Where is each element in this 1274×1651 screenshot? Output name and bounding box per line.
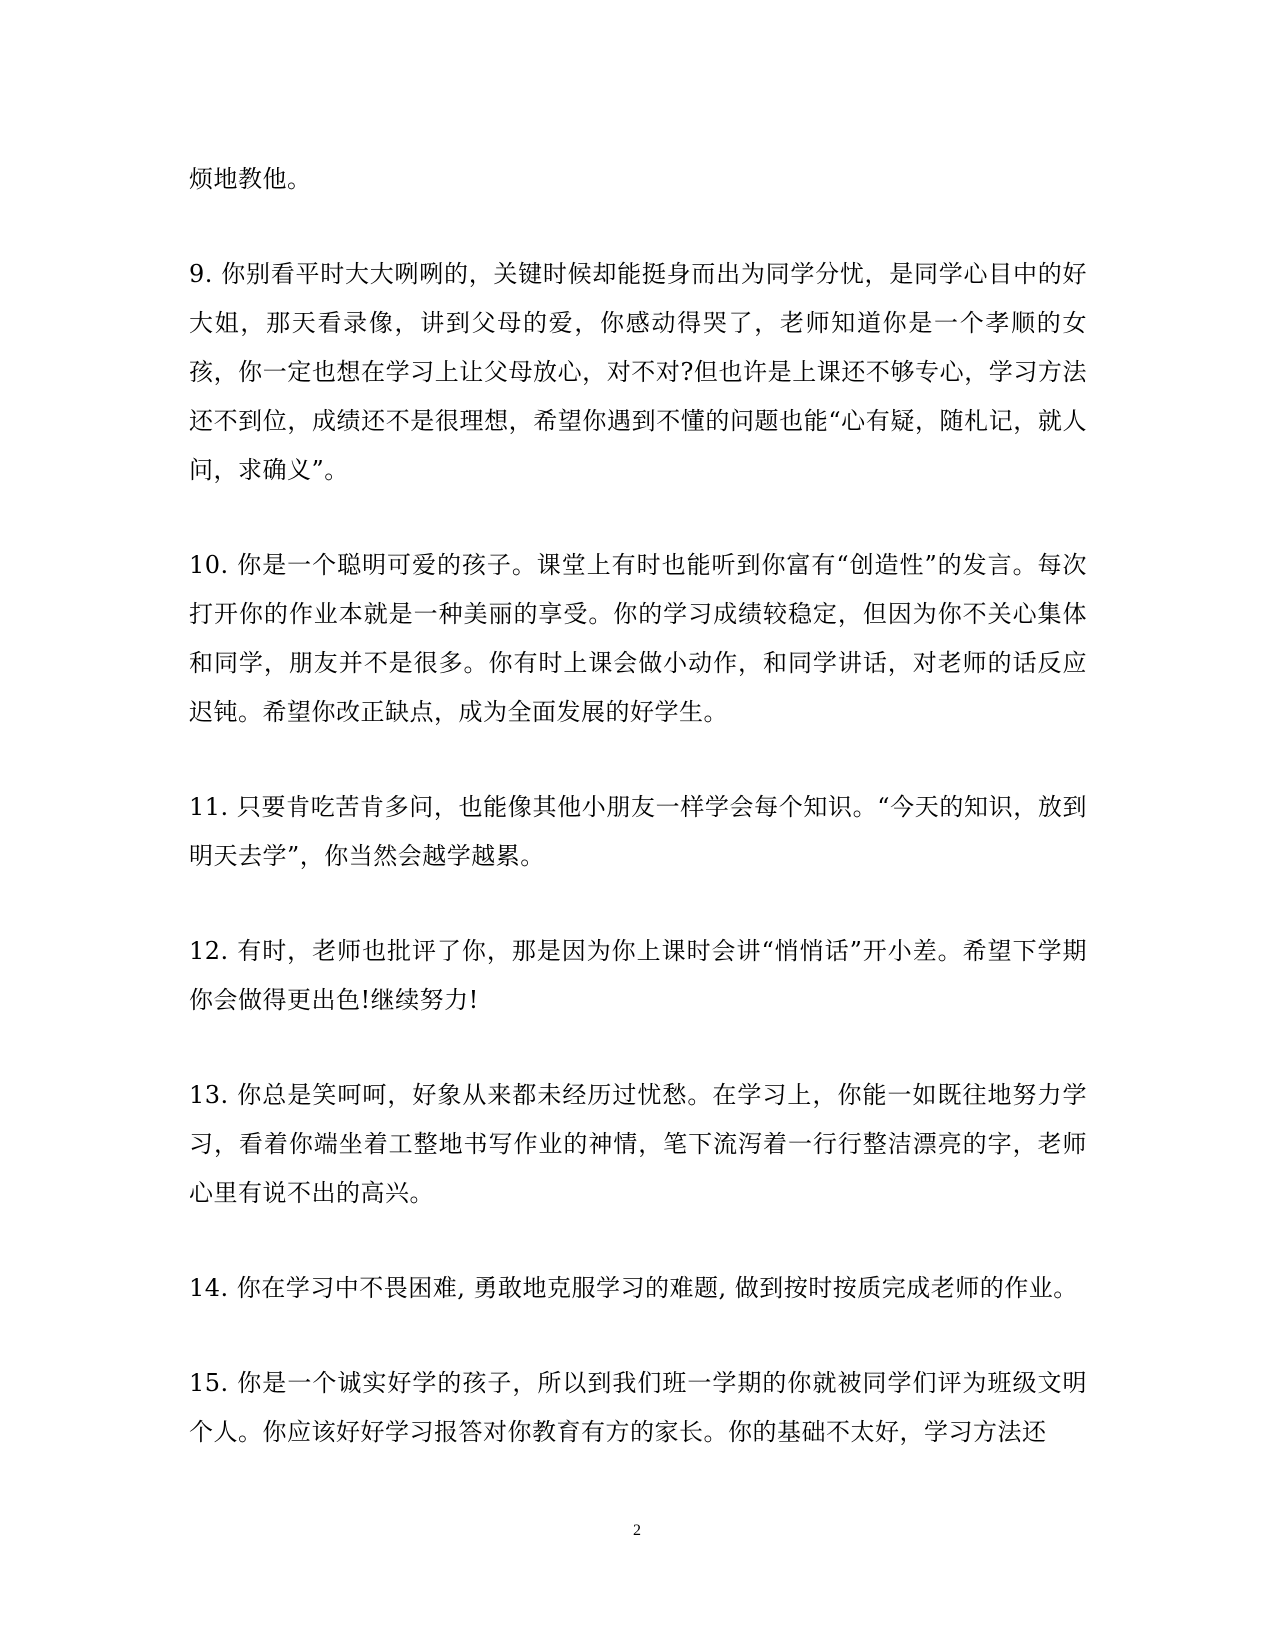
paragraph-item-14: 14. 你在学习中不畏困难, 勇敢地克服学习的难题, 做到按时按质完成老师的作业。 bbox=[189, 1274, 1078, 1302]
paragraph-item-13: 13. 你总是笑呵呵，好象从来都未经历过忧愁。在学习上，你能一如既往地努力学习，看着你端坐着工整地书写作业的神情，笔下流泻着一行行整洁漂亮的字，老师心里有说不出的高兴。 bbox=[189, 1081, 1087, 1207]
page-number: 2 bbox=[633, 1522, 641, 1539]
paragraph-item-11: 11. 只要肯吃苦肯多问，也能像其他小朋友一样学会每个知识。“今天的知识，放到明天去学”，你当然会越学越累。 bbox=[189, 793, 1087, 870]
paragraph-item-10: 10. 你是一个聪明可爱的孩子。课堂上有时也能听到你富有“创造性”的发言。每次打开你的作业本就是一种美丽的享受。你的学习成绩较稳定，但因为你不关心集体和同学，朋友并不是很多。你有时上课会做小动作，和同学讲话，对老师的话反应迟钝。希望你改正缺点，成为全面发展的好学生。 bbox=[189, 551, 1087, 726]
paragraph-item-12: 12. 有时，老师也批评了你，那是因为你上课时会讲“悄悄话”开小差。希望下学期你会做得更出色!继续努力! bbox=[189, 937, 1087, 1014]
paragraph-continuation: 烦地教他。 bbox=[189, 165, 312, 193]
paragraph-item-15: 15. 你是一个诚实好学的孩子，所以到我们班一学期的你就被同学们评为班级文明个人。你应该好好学习报答对你教育有方的家长。你的基础不太好，学习方法还 bbox=[189, 1369, 1087, 1446]
paragraph-item-9: 9. 你别看平时大大咧咧的，关键时候却能挺身而出为同学分忧，是同学心目中的好大姐，那天看录像，讲到父母的爱，你感动得哭了，老师知道你是一个孝顺的女孩，你一定也想在学习上让父母放心，对不对?但也许是上课还不够专心，学习方法还不到位，成绩还不是很理想，希望你遇到不懂的问题也能“心有疑，随札记，就人问，求确义”。 bbox=[189, 260, 1087, 484]
document-body bbox=[189, 155, 1087, 1457]
